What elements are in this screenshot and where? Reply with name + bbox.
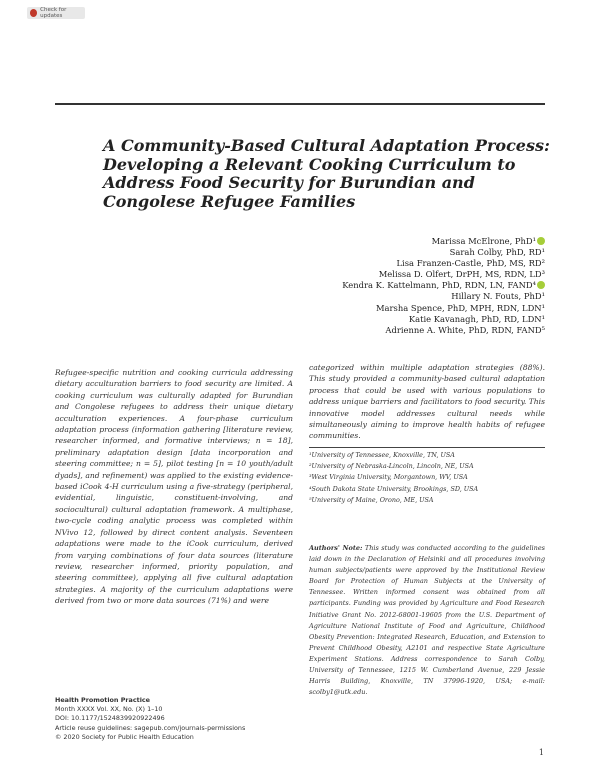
title-line: Congolese Refugee Families [103,191,356,211]
affiliations [309,450,545,506]
journal-name: Health Promotion Practice [55,696,151,704]
doi-link[interactable]: DOI: 10.1177/1524839920922496 [55,714,165,723]
author-name: Melissa D. Olfert, DrPH, MS, RDN, LD³ [378,269,545,280]
authors-note-label: Authors' Note: [309,544,363,552]
badge-label: Check for updates [40,7,67,19]
author-name: Hillary N. Fouts, PhD¹ [451,291,545,302]
title-line: Developing a Relevant Cooking Curriculum to [103,154,516,174]
check-updates-icon [30,9,37,17]
author-name: Marsha Spence, PhD, MPH, RDN, LDN¹ [375,302,545,313]
author-name: Sarah Colby, PhD, RD¹ [449,247,545,258]
author-list [342,236,545,336]
issue-info: Month XXXX Vol. XX, No. (X) 1–10 [55,705,163,714]
affiliation-item: ⁴South Dakota State University, Brookings, SD, USA [309,484,479,493]
author-line [342,303,545,314]
author-line [342,280,545,291]
affiliations-divider [309,447,545,448]
reuse-guidelines-link[interactable]: Article reuse guidelines: sagepub.com/journals-permissions [55,723,246,732]
title-line: A Community-Based Cultural Adaptation Process: [103,136,550,155]
author-line [342,247,545,258]
affiliation-item: ⁵University of Maine, Orono, ME, USA [309,495,434,504]
abstract-right-column: categorized within multiple adaptation strategies (88%). This study provided a community-based cultural adaptation process that could be used with various populations to address unique barriers and facilitators to food security. This innovative model addresses cultural needs while simultaneously aiming to improve health habits of refugee communities. [309,363,545,441]
page-number: 1 [538,748,544,757]
author-name: Katie Kavanagh, PhD, RD, LDN¹ [408,313,545,324]
author-name: Kendra K. Kattelmann, PhD, RDN, LN, FAND⁴ [342,280,536,291]
author-line [342,236,545,247]
article-title [103,137,553,211]
affiliation-item: ³West Virginia University, Morgantown, WV, USA [309,473,468,482]
author-name: Marissa McElrone, PhD¹ [431,236,536,246]
author-name: Lisa Franzen-Castle, PhD, MS, RD² [396,258,545,269]
header-rule [55,103,545,105]
orcid-icon[interactable] [537,237,545,245]
affiliation-item: ¹University of Tennessee, Knoxville, TN, USA [309,451,455,459]
author-name: Adrienne A. White, PhD, RDN, FAND⁵ [385,324,545,335]
author-line [342,269,545,280]
publication-info [55,696,245,742]
abstract-left-column: Refugee-specific nutrition and cooking curricula addressing dietary acculturation barriers to food security are limited. A cooking curriculum was culturally adapted for Burundian and Congolese refugees to address their unique dietary acculturation experiences. A four-phase curriculum adaptation process (information gathering [literature review, researcher informed, and formative interviews; n = 18], preliminary adaptation design [data incorporation and steering committee; n = 5], pilot testing [n = 10 youth/adult dyads], and refinement) was applied to the existing evidence-based iCook 4-H curriculum using a five-strategy (peripheral, evidential, linguistic, constituent-involving, and sociocultural) cultural adaptation framework. A multiphase, two-cycle coding analytic process was completed within NVivo 12, followed by direct content analysis. Seventeen adaptations were made to the iCook curriculum, derived from varying combinations of four data sources (literature review, researcher informed, priority population, and steering committee), applying all five cultural adaptation strategies. A majority of the curriculum adaptations were derived from two or more data sources (71%) and were [55,368,293,606]
author-line [342,258,545,269]
author-line [342,314,545,325]
title-line: Address Food Security for Burundian and [103,173,475,192]
check-for-updates-badge[interactable] [27,7,85,19]
author-line [342,325,545,336]
orcid-icon[interactable] [537,281,545,289]
author-line [342,291,545,302]
affiliation-item: ²University of Nebraska-Lincoln, Lincoln, NE, USA [309,462,474,471]
authors-note-text: This study was conducted according to the guidelines laid down in the Declaration of Helsinki and all procedures involving human subjects/patients were approved by the Institutional Review Board for Protection of Human Subjects at the University of Tennessee. Written informed consent was obtained from all participants. Funding was provided by Agriculture and Food Research Initiative Grant No. 2012-68001-19605 from the U.S. Department of Agriculture National Institute of Food and Agriculture, Childhood Obesity Prevention: Integrated Research, Education, and Extension to Prevent Childhood Obesity, A2101 and respective State Agriculture Experiment Stations. Address correspondence to Sarah Colby, University of Tennessee, 1215 W. Cumberland Avenue, 229 Jessie Harris Building, Knoxville, TN 37996-1920, USA; e-mail: scolby1@utk.edu. [309,544,546,697]
authors-note [309,543,545,698]
copyright-line: © 2020 Society for Public Health Education [55,732,194,741]
